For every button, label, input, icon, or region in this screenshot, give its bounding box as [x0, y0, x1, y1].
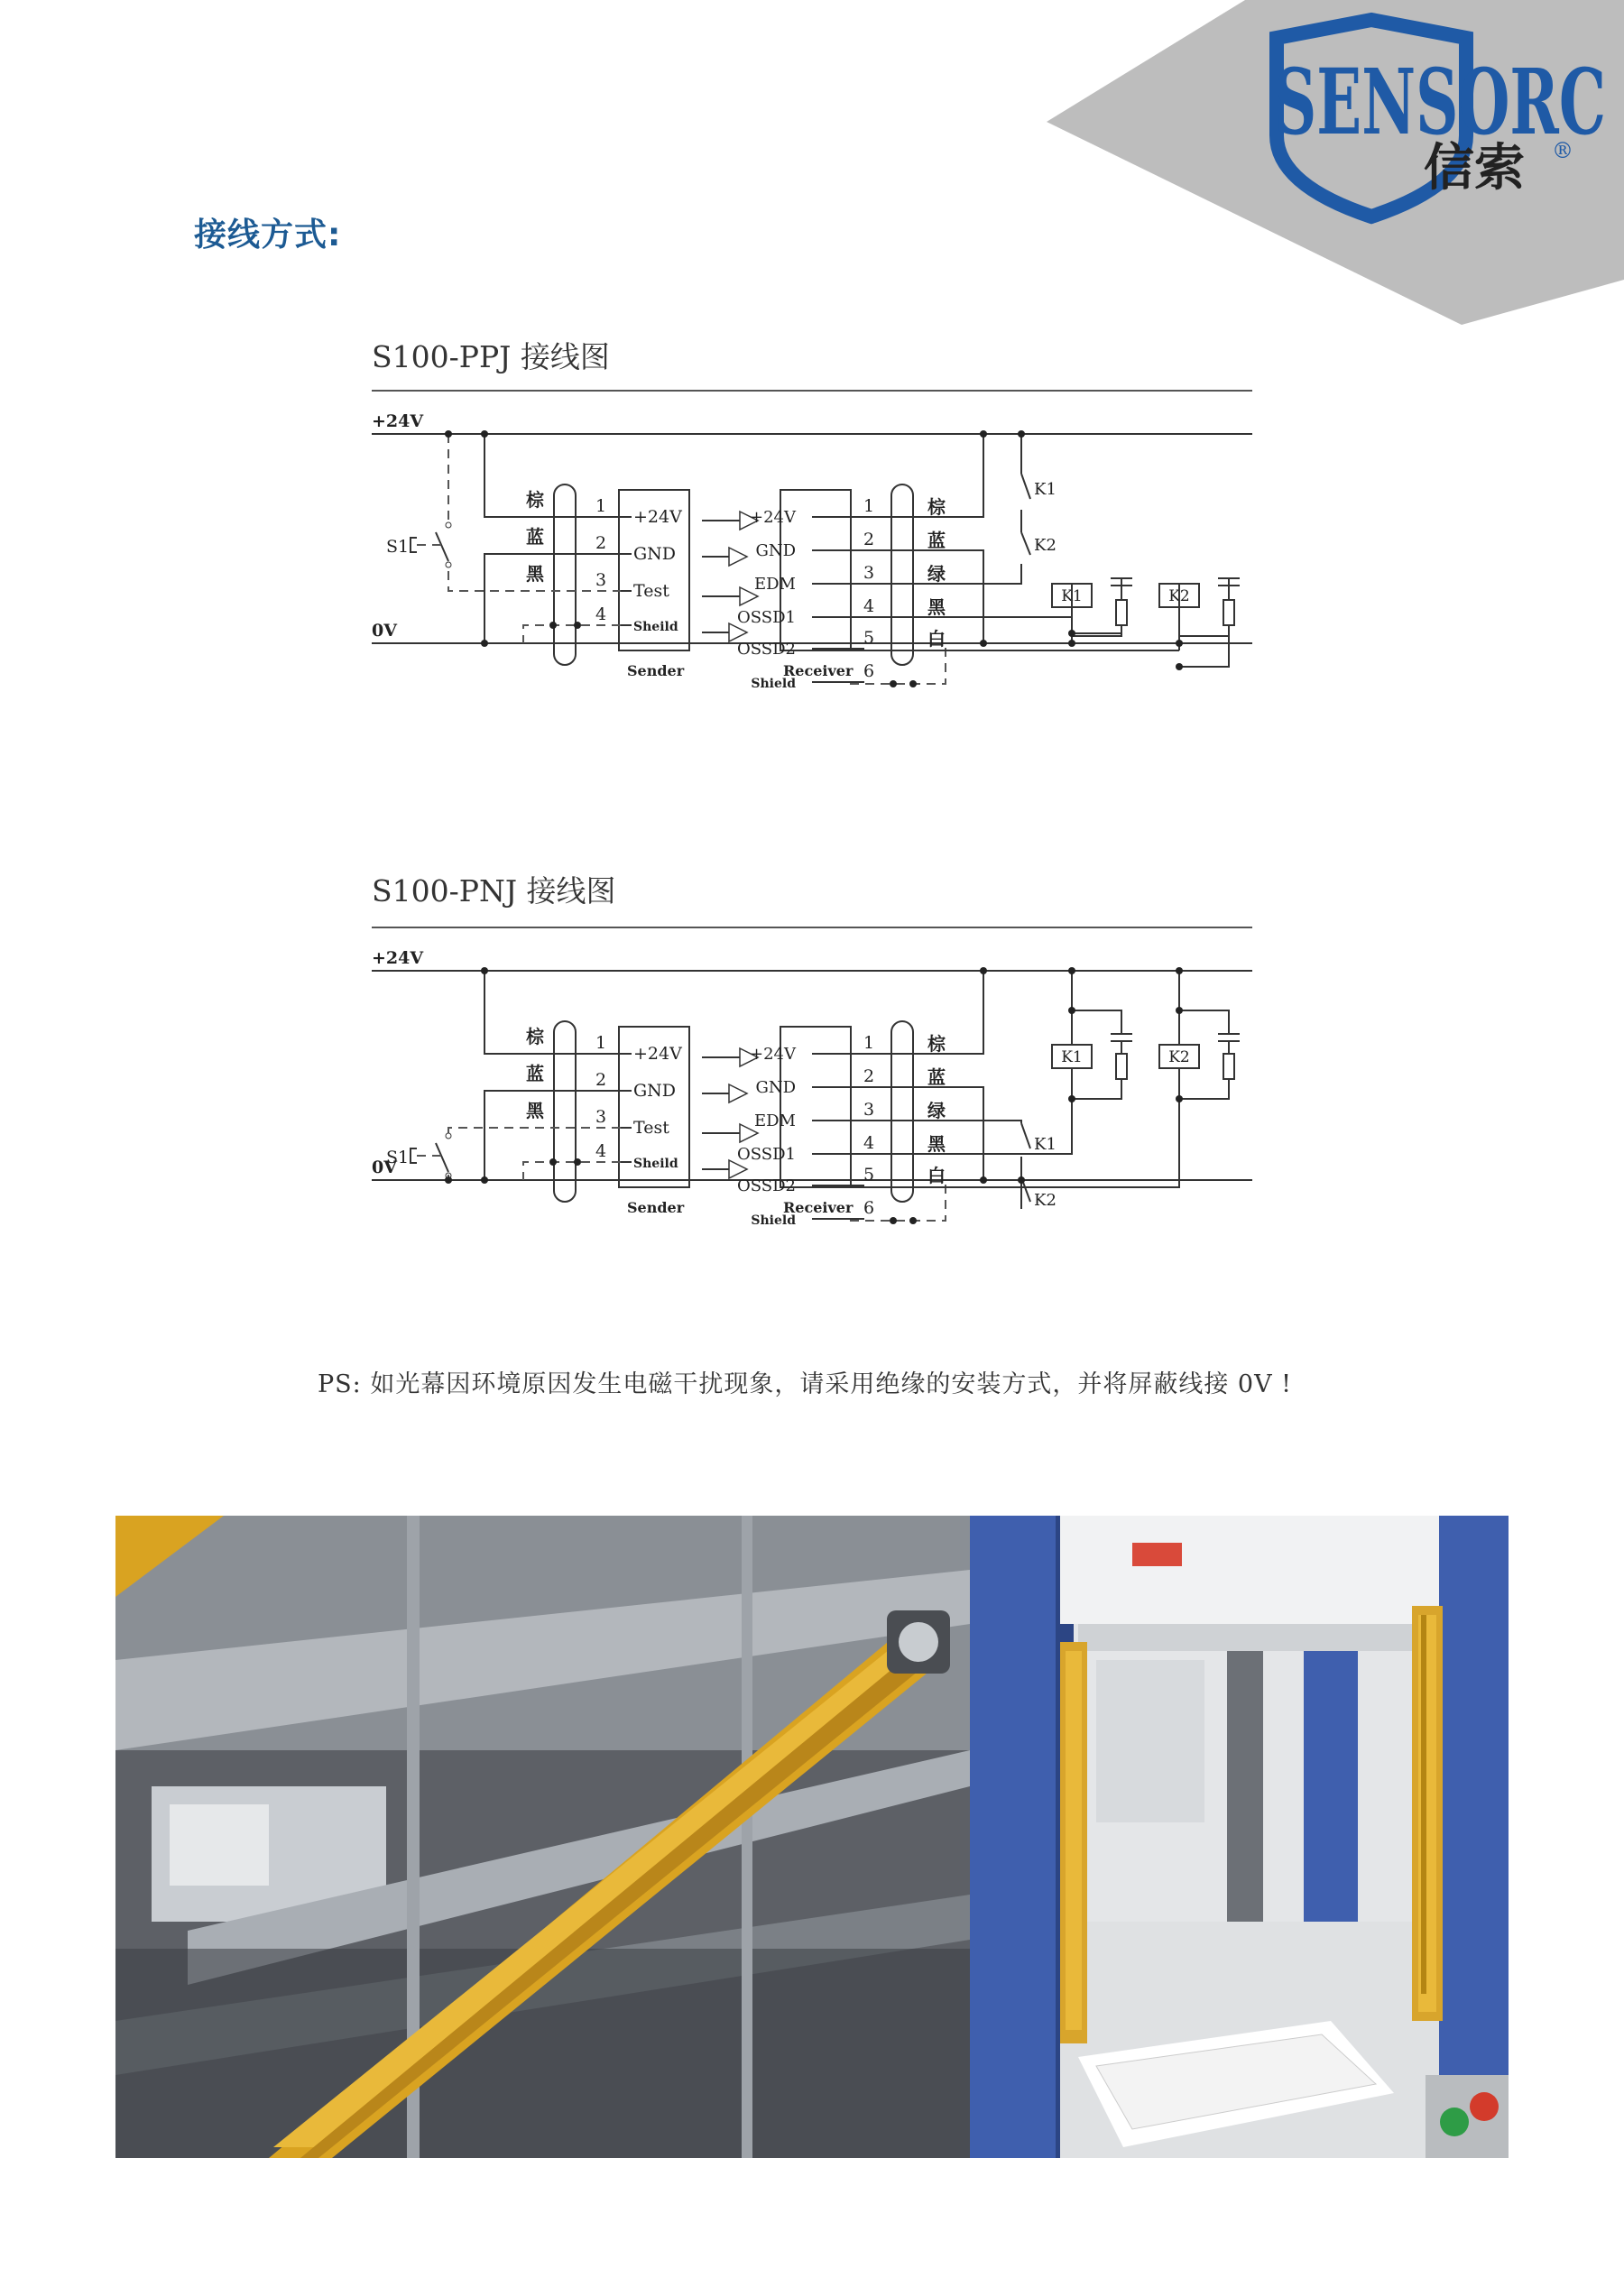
sender-caption: Sender [627, 662, 685, 679]
diagram-divider [372, 390, 1252, 392]
sender-pin-label: +24V [633, 1044, 682, 1064]
sender-pin-number: 3 [595, 570, 607, 590]
receiver-wire-color: 蓝 [927, 1066, 946, 1088]
junction-dot [1176, 1095, 1183, 1102]
wiring-diagram-pnj [361, 947, 1263, 1326]
emi-note: PS: 如光幕因环境原因发生电磁干扰现象，请采用绝缘的安装方式，并将屏蔽线接 0V ! [318, 1370, 1293, 1398]
receiver-pin-label: +24V [750, 1045, 796, 1064]
switch-blade [436, 1143, 448, 1172]
sender-pin-label: +24V [633, 507, 682, 527]
sender-pin-label: Sheild [633, 620, 678, 634]
contact-k1-label: K1 [1034, 480, 1057, 499]
sender-pin-number: 3 [595, 1107, 607, 1127]
installation-photo-left [115, 1516, 970, 2158]
junction-dot [1176, 967, 1183, 974]
receiver-pin-label: Shield [751, 677, 796, 691]
receiver-pin-label: GND [755, 541, 796, 560]
switch-terminal [446, 522, 451, 528]
snubber-wire [1072, 1079, 1121, 1099]
junction-dot [1176, 663, 1183, 670]
receiver-wire-color: 绿 [927, 1100, 946, 1121]
receiver-pin-number: 6 [863, 1198, 875, 1218]
logo-registered-mark: ® [1552, 138, 1573, 163]
section-heading: 接线方式: [194, 217, 342, 254]
receiver-pin-number: 5 [863, 1165, 875, 1185]
brand-logo [1047, 0, 1624, 325]
contact-k2-label: K2 [1034, 536, 1057, 555]
junction-dot [481, 640, 488, 647]
rail-0v-label: 0V [372, 1158, 397, 1177]
sender-pin-number: 2 [595, 533, 607, 553]
installation-photo-right [970, 1516, 1509, 2158]
receiver-wire-color: 白 [927, 628, 946, 650]
junction-dot [980, 967, 987, 974]
switch-actuator [411, 1148, 417, 1163]
junction-dot [549, 1158, 557, 1166]
sender-wire-color: 黑 [526, 1100, 544, 1121]
shield-wire [523, 625, 621, 643]
junction-dot [980, 640, 987, 647]
receiver-wire-color: 棕 [927, 496, 946, 518]
shield-wire [523, 1162, 621, 1180]
sender-wire-color: 蓝 [526, 526, 544, 548]
junction-dot [481, 1176, 488, 1184]
junction-dot [890, 680, 897, 687]
sender-pin-label: Test [633, 1118, 669, 1138]
junction-dot [980, 1176, 987, 1184]
switch-actuator [411, 538, 417, 552]
receiver-cable-bundle [891, 484, 913, 665]
wire [484, 1091, 621, 1180]
snubber-wire [1179, 625, 1229, 636]
wire [484, 554, 621, 643]
junction-dot [549, 622, 557, 629]
receiver-pin-label: OSSD2 [737, 640, 796, 659]
snubber-wire [1072, 1010, 1121, 1034]
resistor [1116, 600, 1127, 625]
junction-dot [445, 1176, 452, 1184]
receiver-pin-label: EDM [753, 1111, 796, 1130]
sender-wire-color: 蓝 [526, 1063, 544, 1084]
contact-k1 [1021, 1123, 1030, 1148]
switch-terminal [446, 562, 451, 567]
receiver-pin-number: 5 [863, 628, 875, 648]
logo-brand-cn: 信索 [1424, 138, 1525, 198]
junction-dot [1018, 430, 1025, 438]
contact-k2 [1021, 532, 1030, 555]
switch-blade [436, 532, 448, 561]
beam-arrow-icon [729, 1084, 747, 1102]
junction-dot [574, 622, 581, 629]
snubber-wire [1179, 1079, 1229, 1099]
ossd-wire [850, 1068, 1179, 1187]
switch-s1-label: S1 [386, 1148, 410, 1167]
rail-24v-label: +24V [372, 411, 424, 431]
rail-0v-label: 0V [372, 621, 397, 641]
receiver-pin-label: EDM [753, 575, 796, 594]
junction-dot [1176, 1007, 1183, 1014]
switch-terminal [446, 1133, 451, 1139]
receiver-pin-number: 1 [863, 496, 875, 516]
rail-24v-label: +24V [372, 948, 424, 968]
diagram-divider [372, 927, 1252, 928]
contact-k2-label: K2 [1034, 1191, 1057, 1210]
diagram-title-pnj: S100-PNJ 接线图 [372, 873, 616, 909]
receiver-pin-number: 3 [863, 563, 875, 583]
sender-wire-color: 棕 [526, 489, 544, 511]
junction-dot [1068, 1007, 1075, 1014]
sender-pin-number: 1 [595, 496, 607, 516]
junction-dot [574, 1158, 581, 1166]
sender-pin-number: 1 [595, 1033, 607, 1053]
receiver-pin-label: Shield [751, 1213, 796, 1228]
receiver-pin-label: OSSD2 [737, 1176, 796, 1195]
receiver-pin-number: 4 [863, 596, 875, 616]
resistor [1116, 1054, 1127, 1079]
receiver-pin-number: 4 [863, 1133, 875, 1153]
sender-pin-number: 2 [595, 1070, 607, 1090]
junction-dot [890, 1217, 897, 1224]
receiver-pin-label: GND [755, 1078, 796, 1097]
sender-pin-label: GND [633, 544, 677, 564]
junction-dot [1068, 1095, 1075, 1102]
contact-k1-label: K1 [1034, 1135, 1057, 1154]
junction-dot [481, 967, 488, 974]
resistor [1223, 1054, 1234, 1079]
sender-caption: Sender [627, 1199, 685, 1216]
junction-dot [1068, 967, 1075, 974]
junction-dot [481, 430, 488, 438]
sender-pin-label: Sheild [633, 1157, 678, 1171]
sender-pin-label: Test [633, 581, 669, 601]
junction-dot [909, 680, 917, 687]
resistor [1223, 600, 1234, 625]
diagram-title-ppj: S100-PPJ 接线图 [372, 339, 610, 374]
relay-label: K1 [1061, 1048, 1083, 1066]
receiver-pin-number: 2 [863, 530, 875, 549]
sender-cable-bundle [554, 484, 576, 665]
sender-wire-color: 黑 [526, 563, 544, 585]
receiver-wire-color: 黑 [927, 1133, 946, 1155]
sender-pin-number: 4 [595, 1141, 607, 1161]
receiver-pin-label: +24V [750, 508, 796, 527]
receiver-pin-number: 2 [863, 1066, 875, 1086]
receiver-pin-label: OSSD1 [737, 608, 796, 627]
snubber-wire [1072, 625, 1121, 636]
receiver-wire-color: 白 [927, 1165, 946, 1186]
switch-s1-label: S1 [386, 537, 410, 557]
receiver-caption: Receiver [783, 1199, 854, 1216]
edm-wire [850, 1121, 1021, 1123]
receiver-wire-color: 棕 [927, 1033, 946, 1055]
receiver-pin-number: 6 [863, 661, 875, 681]
junction-dot [1176, 640, 1183, 647]
sender-cable-bundle [554, 1021, 576, 1202]
receiver-pin-label: OSSD1 [737, 1145, 796, 1164]
receiver-pin-number: 1 [863, 1033, 875, 1053]
receiver-wire-color: 绿 [927, 563, 946, 585]
receiver-caption: Receiver [783, 662, 854, 679]
junction-dot [980, 430, 987, 438]
contact-k1 [1021, 474, 1030, 499]
logo-brand-en: SENSORC [1274, 49, 1606, 155]
beam-arrow-icon [729, 548, 747, 566]
sender-wire-color: 棕 [526, 1026, 544, 1047]
junction-dot [1018, 1176, 1025, 1184]
junction-dot [1068, 640, 1075, 647]
relay-label: K1 [1061, 587, 1083, 605]
junction-dot [1068, 630, 1075, 637]
sender-pin-label: GND [633, 1081, 677, 1101]
junction-dot [909, 1217, 917, 1224]
receiver-pin-number: 3 [863, 1100, 875, 1120]
sender-pin-number: 4 [595, 604, 607, 624]
test-wire [448, 1128, 621, 1134]
snubber-wire [1179, 1010, 1229, 1034]
receiver-wire-color: 蓝 [927, 530, 946, 551]
receiver-wire-color: 黑 [927, 596, 946, 618]
wiring-diagram-ppj [361, 410, 1263, 789]
relay-label: K2 [1168, 587, 1190, 605]
relay-label: K2 [1168, 1048, 1190, 1066]
junction-dot [445, 430, 452, 438]
receiver-cable-bundle [891, 1021, 913, 1202]
